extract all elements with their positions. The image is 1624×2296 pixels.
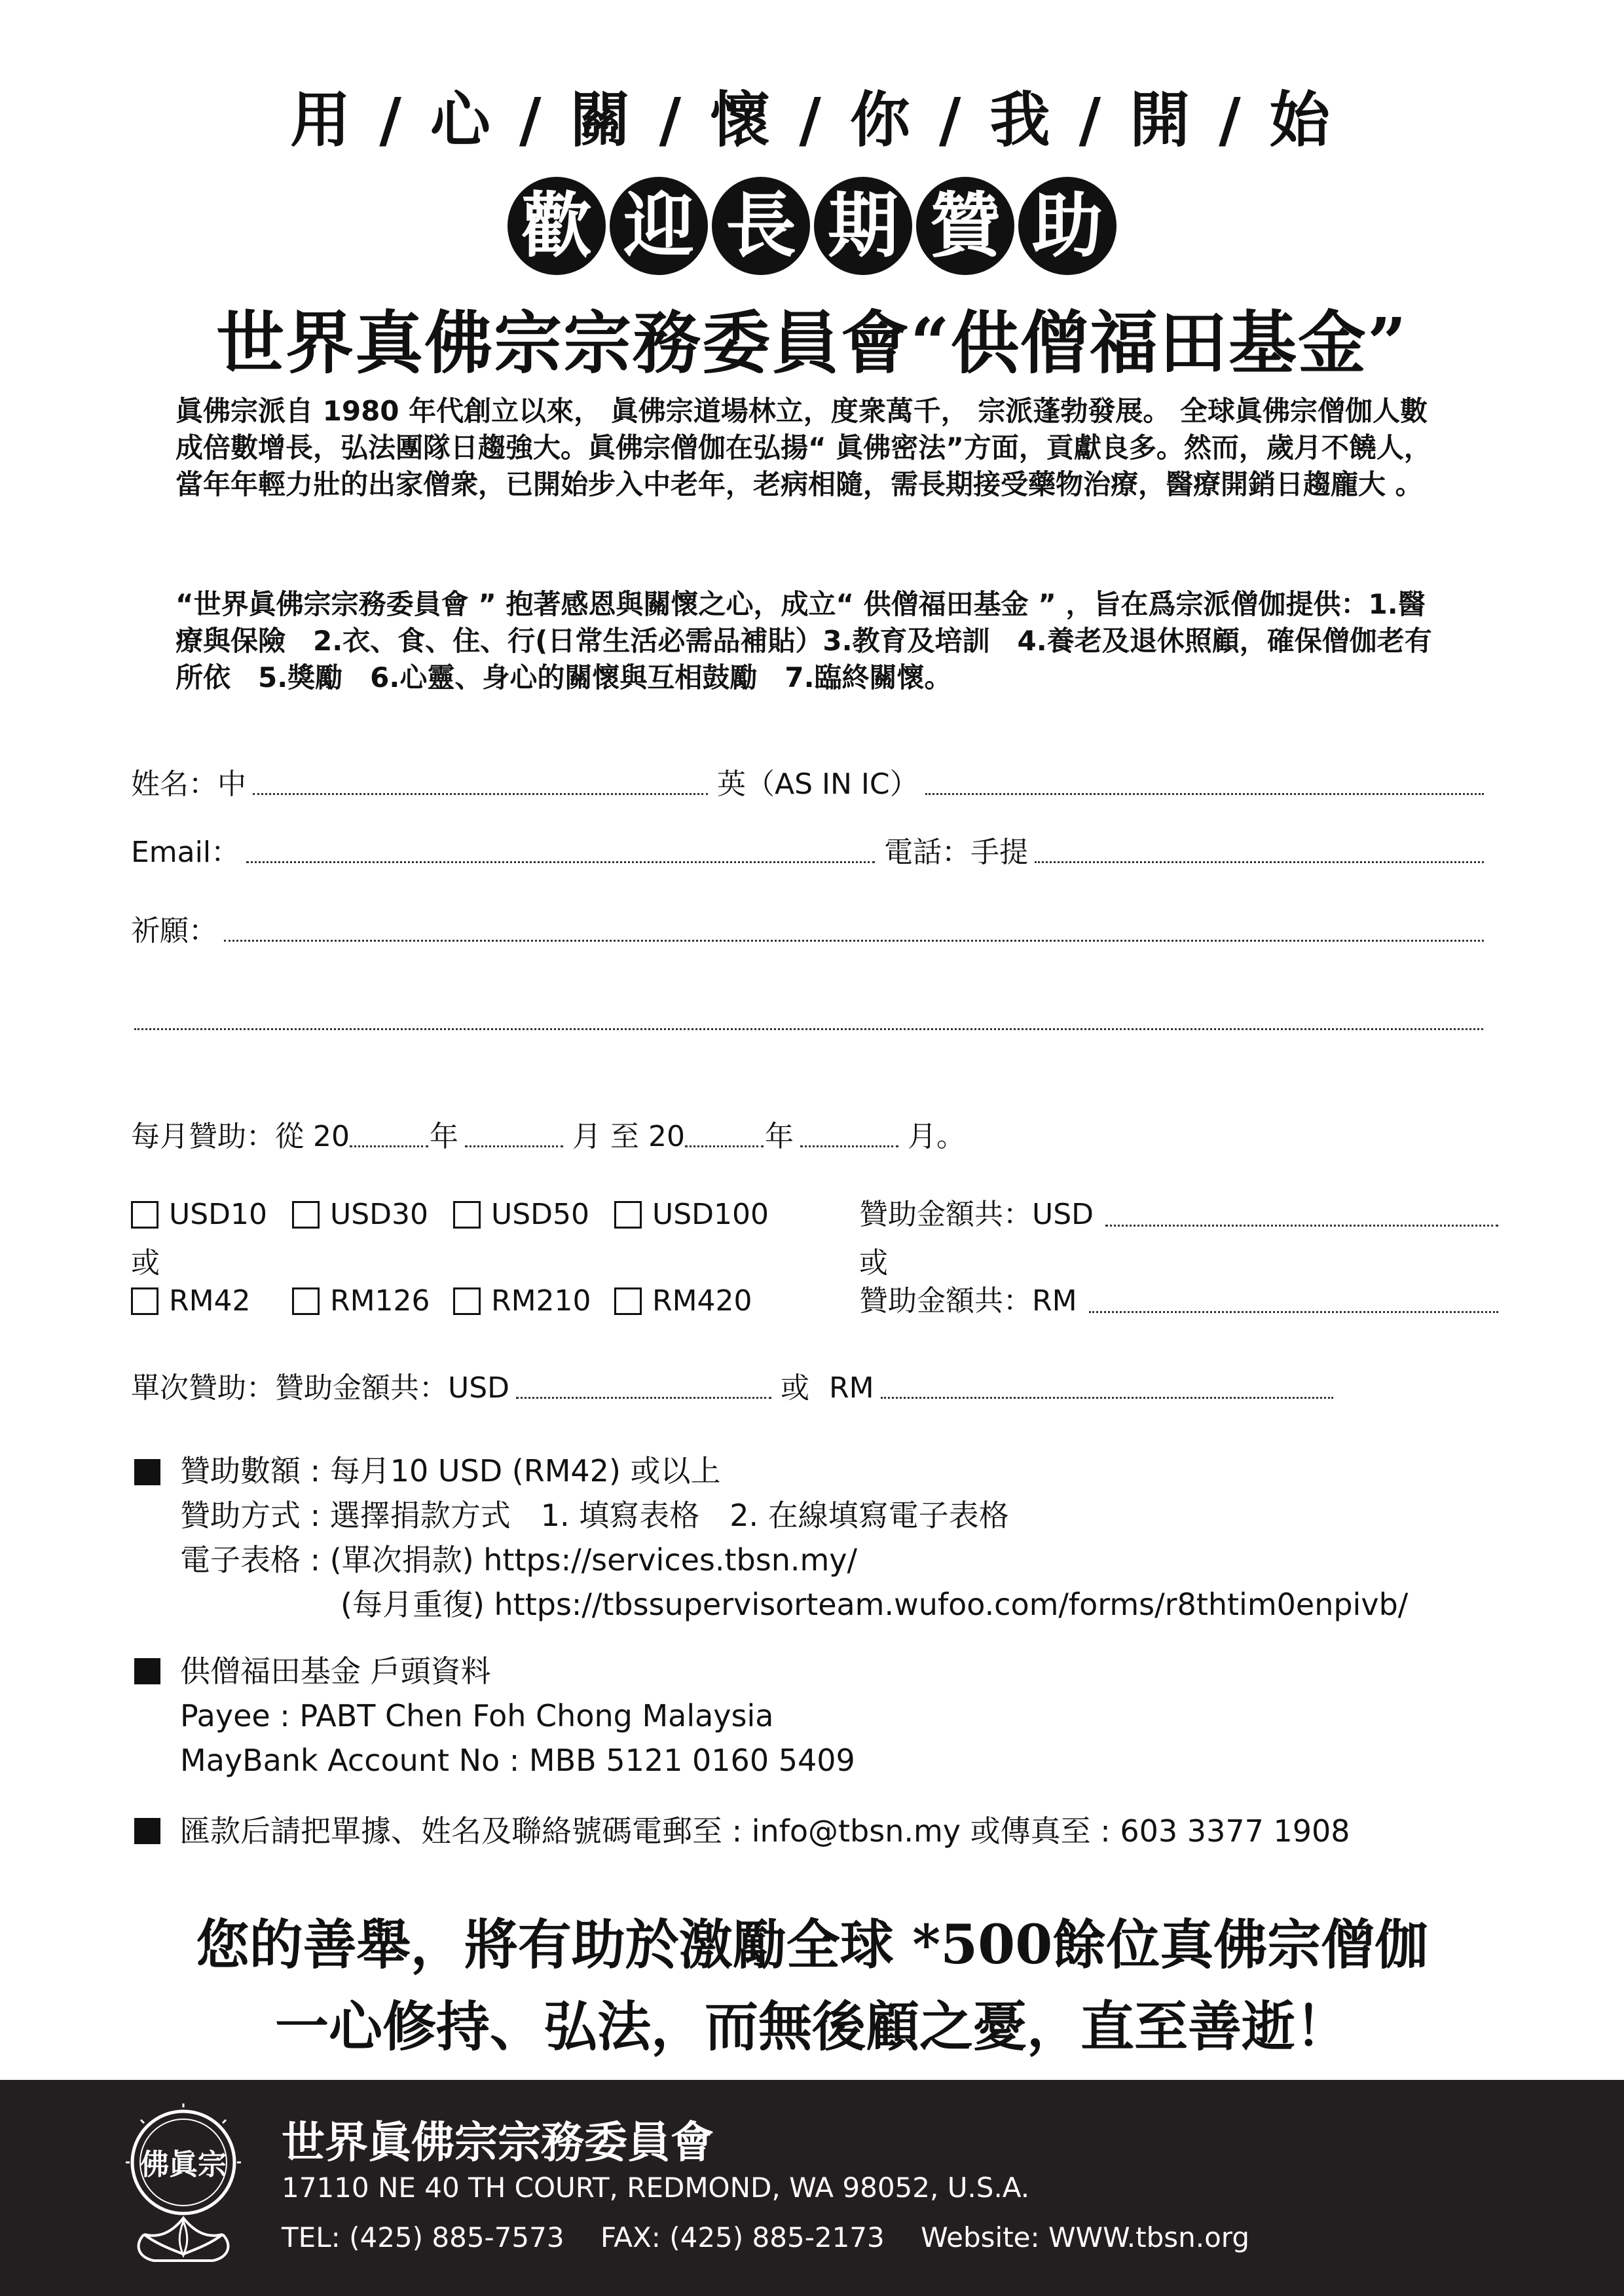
bullet-square-icon: [134, 1818, 160, 1844]
total-rm-label: 贊助金額共：RM: [859, 1284, 1077, 1318]
info-eform-monthly: (每月重復) https://tbssupervisorteam.wufoo.com/forms/r8thtim0enpivb/: [341, 1587, 1409, 1622]
wish-row: [131, 912, 1493, 951]
info-eform-single: 電子表格 : (單次捐款) https://services.tbsn.my/: [180, 1542, 858, 1578]
usd10-label: USD10: [169, 1198, 268, 1231]
footer-org-name: 世界眞佛宗宗務委員會: [282, 2117, 714, 2168]
checkbox-usd10[interactable]: [131, 1201, 158, 1229]
account-heading: 供僧福田基金 戶頭資料: [180, 1654, 491, 1689]
usd50-label: USD50: [491, 1198, 590, 1231]
total-rm-field[interactable]: [1089, 1311, 1498, 1313]
or-label-2: 或: [859, 1246, 888, 1280]
usd30-label: USD30: [330, 1198, 429, 1231]
usd100-label: USD100: [652, 1198, 769, 1231]
account-number: MayBank Account No : MBB 5121 0160 5409: [180, 1743, 855, 1778]
remittance-instructions: 匯款后請把單據、姓名及聯絡號碼電郵至 : info@tbsn.my 或傳真至 : 603 3377 1908: [180, 1813, 1350, 1849]
total-usd-row: [859, 1194, 1507, 1236]
checkbox-usd50[interactable]: [453, 1201, 481, 1229]
wish-field[interactable]: [224, 940, 1484, 942]
rm210-option[interactable]: [453, 1280, 614, 1322]
to-year-field[interactable]: [685, 1145, 764, 1147]
rm-options: [131, 1280, 775, 1322]
footer-contact: TEL: (425) 885-7573 FAX: (425) 885-2173 Website: WWW.tbsn.org: [282, 2221, 1249, 2253]
phone-label: 電話：手提: [884, 836, 1029, 869]
banner-char: 贊: [916, 177, 1014, 275]
total-usd-field[interactable]: [1105, 1225, 1498, 1227]
intro-paragraph-1: 眞佛宗派自 1980 年代創立以來， 眞佛宗道場林立，度衆萬千， 宗派蓬勃發展。 全球眞佛宗僧伽人數成倍數增長，弘法團隊日趨強大。眞佛宗僧伽在弘揚“ 眞佛密法”方面，貢獻良多。然而，歲月不饒人，當年年輕力壯的出家僧衆，已開始步入中老年，老病相隨，需長期接受藥物治療，醫療開銷日趨龐大 。: [175, 395, 1431, 500]
checkbox-rm42[interactable]: [131, 1287, 158, 1315]
checkbox-rm210[interactable]: [453, 1287, 481, 1315]
usd100-option[interactable]: [614, 1194, 775, 1236]
year-label: 年: [429, 1120, 458, 1153]
tbsn-lotus-logo-icon: [124, 2103, 242, 2267]
total-usd-label: 贊助金額共：USD: [859, 1198, 1094, 1231]
rm420-option[interactable]: [614, 1280, 775, 1322]
email-label: Email：: [131, 836, 240, 869]
single-or-label: 或: [781, 1371, 810, 1405]
name-row: [131, 765, 1493, 804]
rm210-label: RM210: [491, 1284, 591, 1318]
name-chinese-label: 姓名：中: [131, 768, 246, 801]
rm126-label: RM126: [330, 1284, 430, 1318]
info-method: 贊助方式 : 選擇捐款方式 1. 填寫表格 2. 在線填寫電子表格: [180, 1498, 1009, 1533]
account-payee: Payee : PABT Chen Foh Chong Malaysia: [180, 1698, 774, 1733]
banner-char: 期: [814, 177, 912, 275]
checkbox-usd30[interactable]: [292, 1201, 320, 1229]
bullet-square-icon: [134, 1658, 160, 1684]
info-amount: 贊助數額 : 每月10 USD (RM42) 或以上: [180, 1453, 721, 1489]
rm126-option[interactable]: [292, 1280, 453, 1322]
bullet-square-icon: [134, 1459, 160, 1485]
usd-options: [131, 1194, 775, 1236]
banner-char: 助: [1018, 177, 1116, 275]
email-field[interactable]: [246, 861, 875, 863]
month-to-label: 月 至 20: [572, 1120, 685, 1153]
rm42-label: RM42: [169, 1284, 251, 1318]
usd10-option[interactable]: [131, 1194, 292, 1236]
name-english-label: 英（AS IN IC）: [717, 768, 919, 801]
banner-char: 長: [712, 177, 810, 275]
checkbox-rm420[interactable]: [614, 1287, 642, 1315]
single-donation-label: 單次贊助：贊助金額共：USD: [131, 1371, 510, 1405]
wish-field-line-2[interactable]: [134, 1028, 1483, 1030]
or-label: 或: [131, 1246, 160, 1280]
closing-line-2: 一心修持、弘法，而無後顧之憂，直至善逝！: [274, 1995, 1349, 2058]
monthly-from-label: 每月贊助：從 20: [131, 1120, 350, 1153]
wish-label: 祈願：: [131, 914, 217, 948]
slogan: 用 / 心 / 關 / 懷 / 你 / 我 / 開 / 始: [290, 84, 1334, 155]
name-chinese-field[interactable]: [253, 793, 708, 795]
single-rm-field[interactable]: [881, 1397, 1333, 1399]
banner-char: 迎: [610, 177, 708, 275]
total-rm-row: [859, 1280, 1507, 1322]
single-donation-row: [131, 1369, 1342, 1408]
footer-address: 17110 NE 40 TH COURT, REDMOND, WA 98052, U.S.A.: [282, 2172, 1030, 2204]
checkbox-rm126[interactable]: [292, 1287, 320, 1315]
phone-field[interactable]: [1035, 861, 1484, 863]
usd30-option[interactable]: [292, 1194, 453, 1236]
from-month-field[interactable]: [465, 1145, 563, 1147]
name-english-field[interactable]: [925, 793, 1484, 795]
logo-text: 佛眞宗: [140, 2148, 227, 2181]
closing-line-1: 您的善舉，將有助於激勵全球 *500餘位真佛宗僧伽: [195, 1914, 1429, 1976]
checkbox-usd100[interactable]: [614, 1201, 642, 1229]
banner-welcome: [0, 177, 1624, 275]
monthly-period-row: [131, 1117, 982, 1157]
rm42-option[interactable]: [131, 1280, 292, 1322]
intro-paragraph-2: “世界眞佛宗宗務委員會 ” 抱著感恩與關懷之心，成立“ 供僧福田基金 ” ，旨在爲宗派僧伽提供：1.醫療與保險 2.衣、食、住、行(日常生活必需品補貼）3.教育及培訓 4.養老及退休照顧，確保僧伽老有所依 5.獎勵 6.心靈、身心的關懷與互相鼓勵 7.臨終關懷。: [175, 588, 1432, 694]
year-label-2: 年: [764, 1120, 794, 1153]
single-rm-label: RM: [829, 1371, 874, 1405]
rm420-label: RM420: [652, 1284, 752, 1318]
single-usd-field[interactable]: [516, 1397, 771, 1399]
page-title: 世界真佛宗宗務委員會“供僧福田基金”: [216, 303, 1408, 383]
contact-row: [131, 833, 1493, 872]
month-end-label: 月。: [907, 1120, 965, 1153]
banner-char: 歡: [507, 177, 606, 275]
usd50-option[interactable]: [453, 1194, 614, 1236]
from-year-field[interactable]: [350, 1145, 428, 1147]
to-month-field[interactable]: [800, 1145, 898, 1147]
